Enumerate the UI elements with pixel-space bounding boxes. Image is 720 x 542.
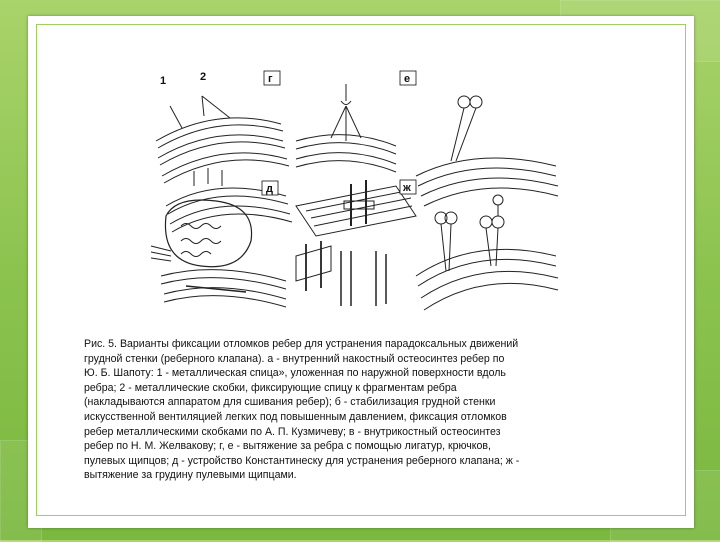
panel-label-d: д	[266, 183, 273, 195]
panel-a-ribs	[156, 96, 289, 183]
panel-c-ribs	[161, 270, 286, 307]
panel-d-device	[296, 180, 416, 306]
panel-g-traction	[296, 84, 396, 172]
figure-caption: Рис. 5. Варианты фиксации отломков ребер для устранения парадоксальных движений грудной стенки (реберного клапана). а - внутренний накостный остеосинтез ребер по Ю. Б. Шапоту: 1 - металлическая спица», уложенная по наружной поверхности вдоль ребра; 2 - металлические скобки, фиксирующие спицу к фрагментам ребра (накладываются аппаратом для сшивания ребер); б - стабилизация грудной стенки искусственной вентиляцией легких под повышенным давлением, фиксация отломков ребер металлическими скобками по А. П. Кузмичеву; в - внутрикостный остеосинтез ребер по Н. М. Желвакову; г, е - вытяжение за ребра с помощью лигатур, крючков, пулевых щипцов; д - устройство Константинеску для устранения реберного клапана; ж - вытяжение за грудину пулевыми щипцами.	[84, 338, 520, 482]
panel-label-e: е	[404, 73, 411, 85]
panel-e-forceps	[416, 96, 558, 206]
label-2: 2	[200, 71, 207, 83]
panel-label-g: г	[268, 73, 273, 85]
label-1: 1	[160, 75, 167, 87]
rib-fixation-figure	[146, 66, 566, 320]
panel-label-zh: ж	[403, 182, 411, 194]
rib-fixation-illustration	[146, 66, 566, 320]
panel-zh-sternum	[416, 195, 558, 310]
